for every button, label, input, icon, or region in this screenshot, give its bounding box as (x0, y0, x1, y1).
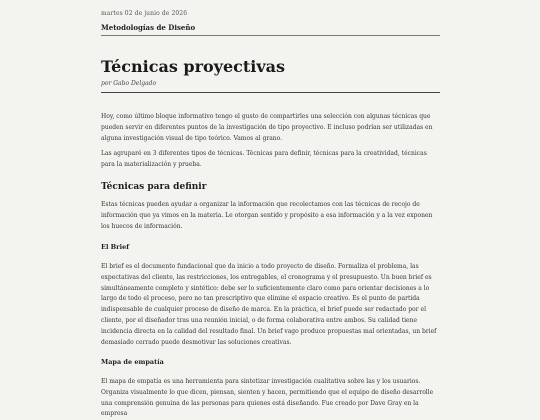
empathy-map-paragraph: El mapa de empatía es una herramienta para sintetizar investigación cualitativa sobre las y los usuarios. Organiza visualmente lo que dicen, piensan, sienten y hacen, permitiendo que el equipo de diseño desarrolle una comprensión genuina de las personas para quienes está diseñando. Fue creado por Dave Gray en la empresa (101, 378, 434, 418)
blog-title-link[interactable]: Metodologías de Diseño (101, 23, 196, 32)
intro-paragraph-2: Las agruparé en 3 diferentes tipos de técnicas. Técnicas para definir, técnicas para la creatividad, técnicas para la materialización y prueba. (101, 150, 427, 168)
title-divider (101, 92, 440, 93)
section-paragraph-definir: Estas técnicas pueden ayudar a organizar la información que recolectamos con las técnicas de recojo de información que ya vimos en la materia. Le otorgan sentido y propósito a esa información y a la vez exponen los huecos de información. (101, 201, 433, 230)
brief-paragraph: El brief es el documento fundacional que da inicio a todo proyecto de diseño. Formaliza el problema, las expectativas del cliente, las restricciones, los entregables, el cronograma y el presupuesto. Un buen brief es simultáneamente completo y sintético: debe ser lo suficientemente claro como para orientar decisiones a lo largo de todo el proceso, pero no tan prescriptivo que elimine el espacio creativo. Es el punto de partida indispensable de cualquier proceso de diseño de marca. En la práctica, el brief puede ser redactado por el cliente, por el diseñador tras una reunión inicial, o de forma colaborativa entre ambos. Su calidad tiene incidencia directa en la calidad del resultado final. Un brief vago produce propuestas mal orientadas, un brief demasiado cerrado puede desmotivar las soluciones creativas. (101, 263, 437, 346)
intro-paragraph-1: Hoy, como último bloque informativo tengo el gusto de compartirles una selección con algunas técnicas que pueden servir en diferentes puntos de la investigación de tipo proyectivo. E incluso podrían ser utilizadas en alguna investigación visual de tipo teórico. Vamos al grano. (101, 113, 433, 142)
subheading-brief: El Brief (101, 243, 130, 251)
section-heading-definir: Técnicas para definir (101, 182, 207, 192)
post-title: Técnicas proyectivas (101, 57, 286, 76)
post-author: por Gabo Delgado (101, 80, 157, 87)
post-date: martes 02 de junio de 2026 (101, 10, 188, 17)
header-divider (101, 35, 440, 36)
subheading-empathy-map: Mapa de empatía (101, 358, 164, 366)
